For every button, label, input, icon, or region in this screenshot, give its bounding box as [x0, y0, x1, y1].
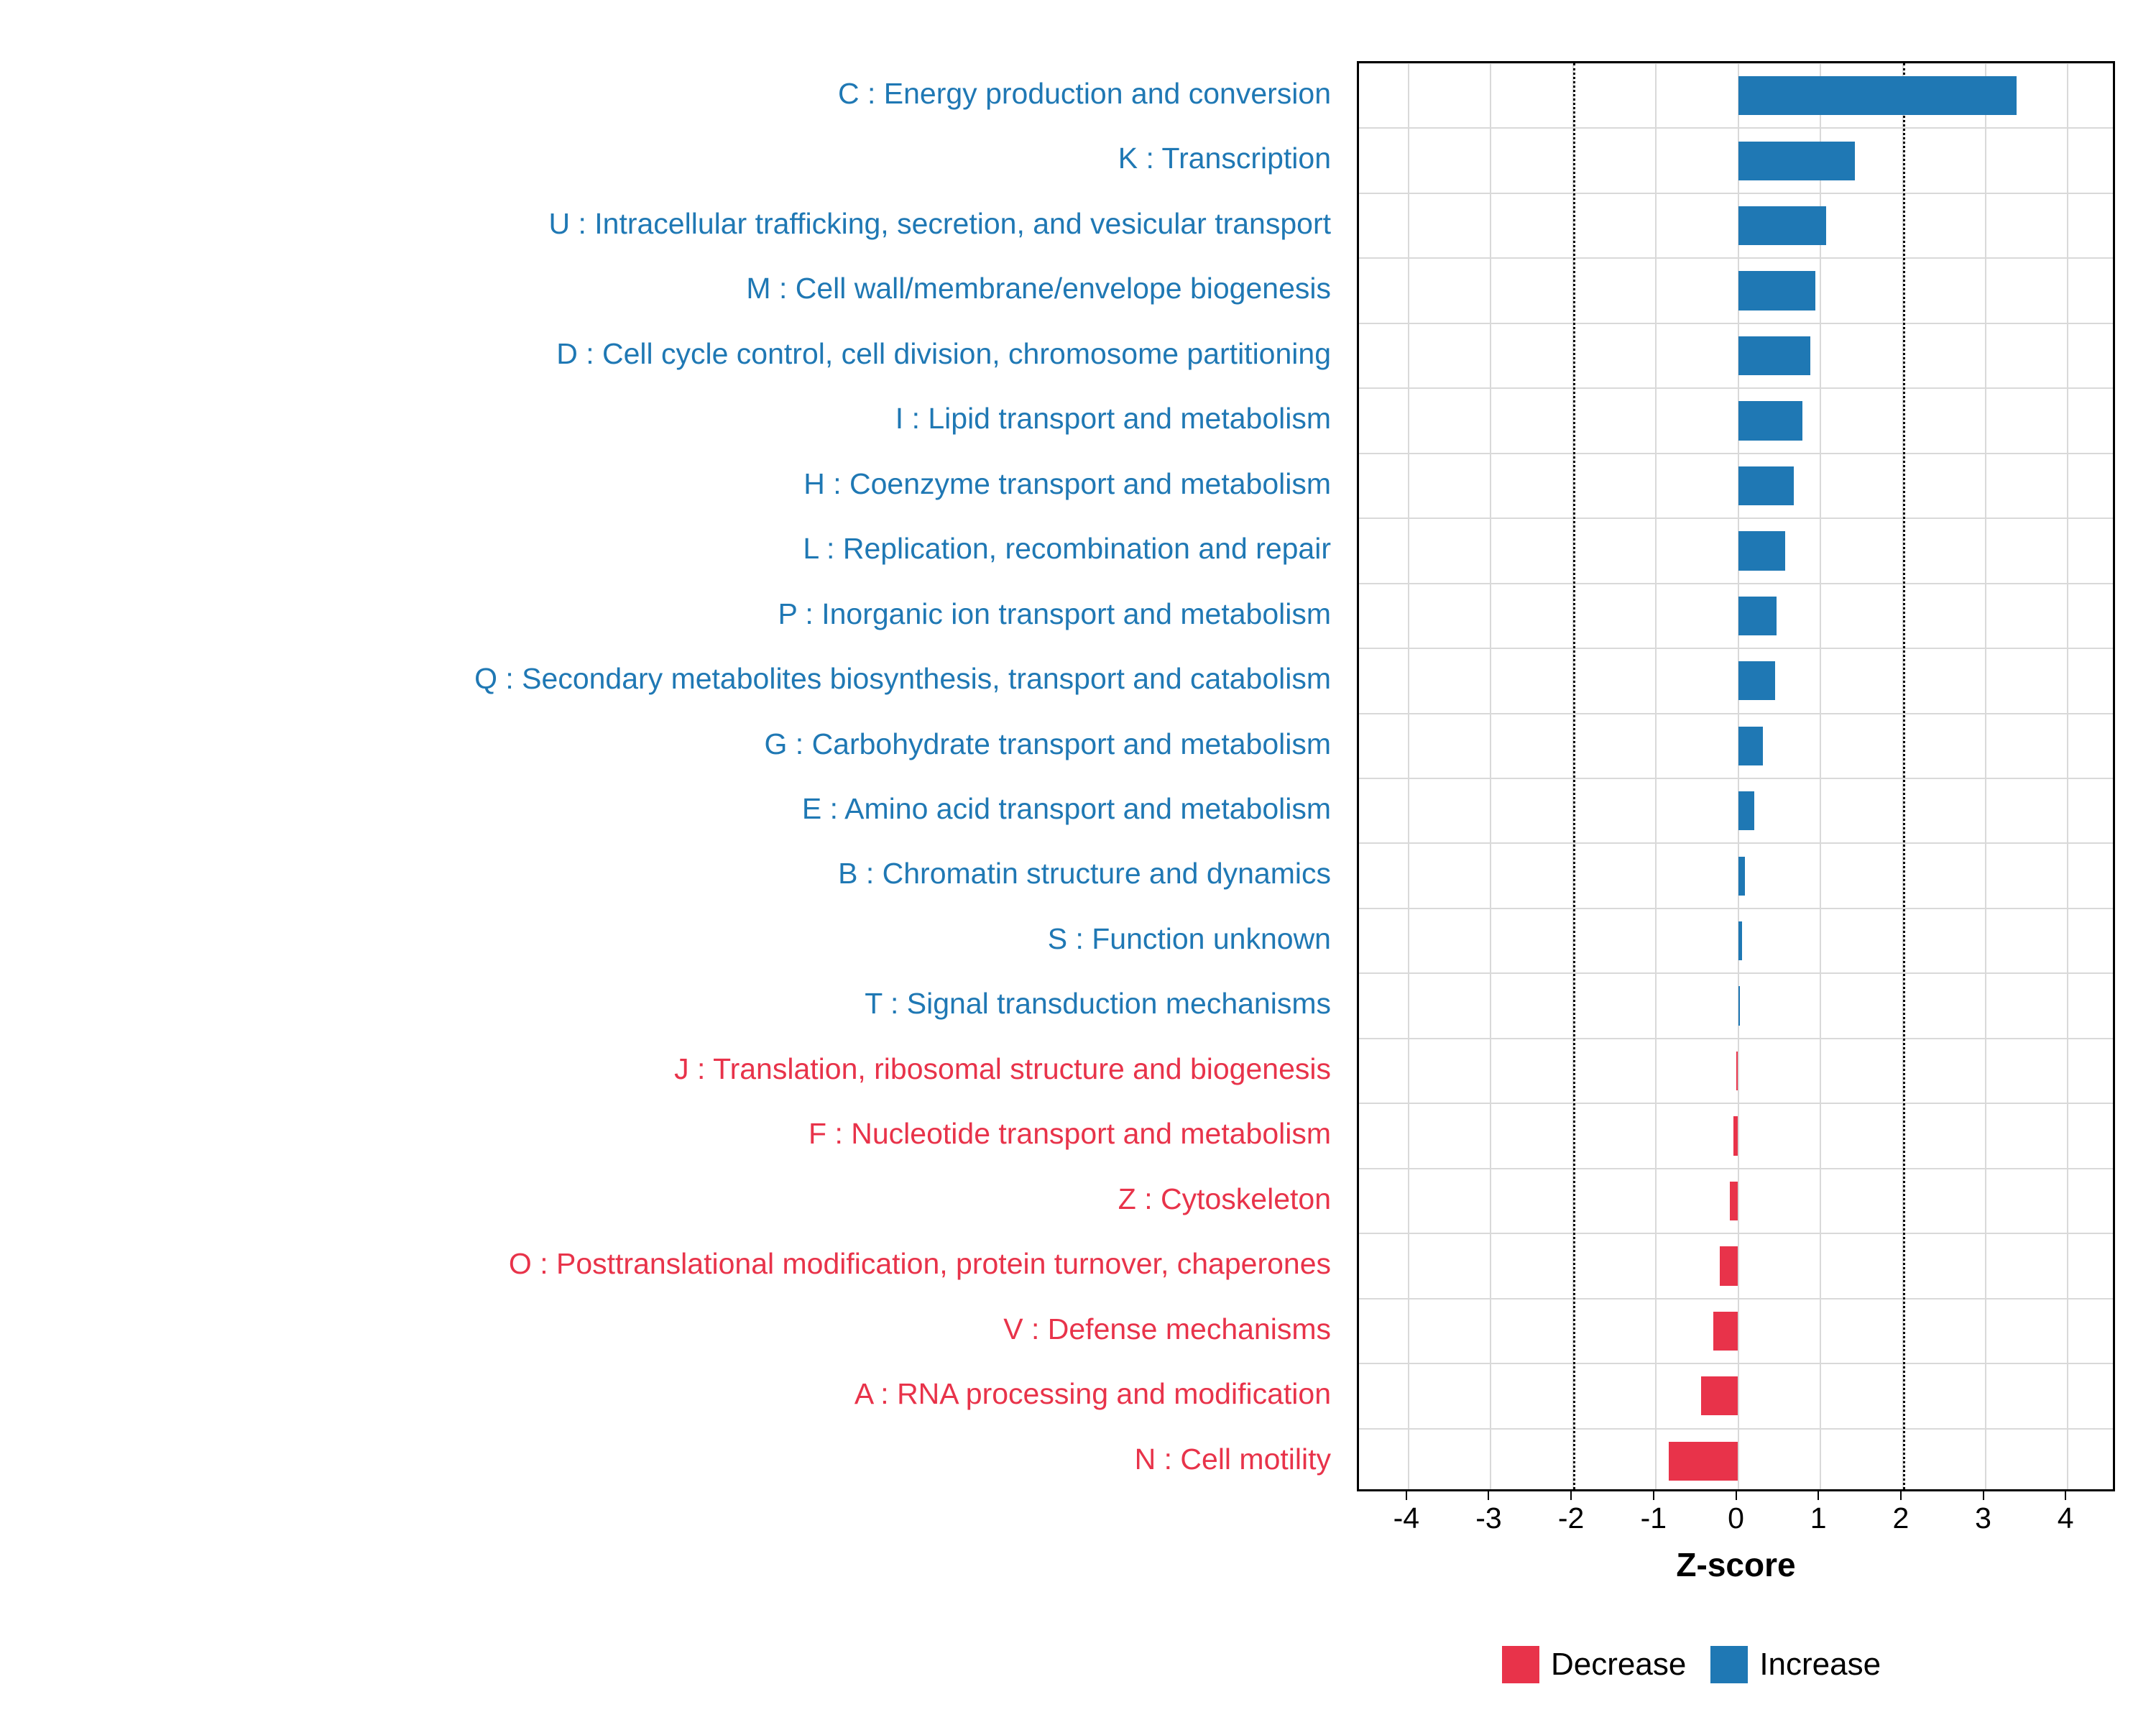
bar [1738, 76, 2017, 115]
category-label: E : Amino acid transport and metabolism [801, 791, 1331, 825]
bar-row [1359, 1429, 2113, 1491]
bar-row [1359, 128, 2113, 193]
x-axis-tick-label: 4 [2057, 1501, 2074, 1535]
bar-row [1359, 1103, 2113, 1168]
bar-row [1359, 714, 2113, 778]
bar [1738, 142, 1856, 180]
bar [1730, 1182, 1738, 1220]
legend-swatch [1710, 1646, 1748, 1683]
bar-row [1359, 1233, 2113, 1298]
x-axis-tick [1900, 1491, 1902, 1500]
category-label: B : Chromatin structure and dynamics [838, 857, 1331, 891]
bar-row [1359, 648, 2113, 713]
bar [1738, 271, 1816, 310]
x-axis-tick-label: 0 [1728, 1501, 1744, 1535]
bar [1738, 466, 1795, 505]
legend-item[interactable] [1502, 1646, 1686, 1683]
bar [1713, 1312, 1738, 1351]
category-label: G : Carbohydrate transport and metabolism [764, 727, 1331, 760]
x-axis [1357, 1491, 2115, 1542]
bar [1669, 1442, 1738, 1481]
bar-row [1359, 908, 2113, 973]
category-label: O : Posttranslational modification, protein turnover, chaperones [508, 1247, 1331, 1281]
category-label: C : Energy production and conversion [837, 77, 1331, 110]
x-axis-tick-label: -2 [1557, 1501, 1585, 1535]
category-label: V : Defense mechanisms [1003, 1312, 1331, 1346]
category-label: U : Intracellular trafficking, secretion, and vesicular transport [548, 206, 1331, 240]
bar-row [1359, 193, 2113, 258]
x-axis-tick-label: 3 [1975, 1501, 1991, 1535]
category-label: L : Replication, recombination and repair [803, 532, 1331, 566]
x-axis-tick-label: -4 [1393, 1501, 1420, 1535]
category-label: K : Transcription [1118, 142, 1331, 175]
chart-legend [1502, 1646, 1881, 1683]
category-label: N : Cell motility [1134, 1442, 1331, 1476]
category-label: A : RNA processing and modification [854, 1377, 1331, 1411]
bar [1738, 206, 1827, 245]
bar-row [1359, 323, 2113, 388]
legend-label: Increase [1759, 1647, 1881, 1682]
category-label: H : Coenzyme transport and metabolism [803, 466, 1331, 500]
bar [1738, 531, 1785, 570]
bar [1738, 727, 1763, 765]
x-axis-tick-label: 1 [1810, 1501, 1827, 1535]
bar-row [1359, 778, 2113, 843]
bar [1733, 1116, 1738, 1155]
category-label: P : Inorganic ion transport and metabolism [778, 597, 1331, 630]
category-label: Q : Secondary metabolites biosynthesis, transport and catabolism [474, 662, 1331, 696]
bar [1738, 597, 1777, 635]
x-axis-title: Z-score [1676, 1546, 1796, 1583]
x-axis-tick [1570, 1491, 1572, 1500]
x-axis-tick [1818, 1491, 1819, 1500]
bar [1738, 401, 1802, 440]
x-axis-tick [1736, 1491, 1737, 1500]
x-axis-tick-label: -3 [1475, 1501, 1502, 1535]
bar [1738, 661, 1776, 700]
category-label: T : Signal transduction mechanisms [865, 987, 1331, 1021]
bar-row [1359, 518, 2113, 583]
legend-label: Decrease [1551, 1647, 1687, 1682]
bar-row [1359, 1169, 2113, 1233]
bar [1720, 1246, 1738, 1285]
category-label: Z : Cytoskeleton [1118, 1182, 1331, 1215]
x-axis-tick [2065, 1491, 2066, 1500]
x-axis-tick [1406, 1491, 1407, 1500]
bar-row [1359, 1299, 2113, 1363]
bar [1738, 336, 1811, 375]
category-label: M : Cell wall/membrane/envelope biogenesis [746, 272, 1331, 305]
bar-row [1359, 454, 2113, 518]
plot-panel [1357, 61, 2115, 1491]
legend-swatch [1502, 1646, 1539, 1683]
bar [1736, 1052, 1738, 1090]
x-axis-tick-label: -1 [1640, 1501, 1667, 1535]
bar-row [1359, 63, 2113, 128]
bar-row [1359, 584, 2113, 648]
bar-row [1359, 843, 2113, 908]
x-axis-tick [1983, 1491, 1984, 1500]
category-label: D : Cell cycle control, cell division, chromosome partitioning [556, 336, 1331, 370]
bar [1738, 986, 1740, 1025]
bar-row [1359, 1363, 2113, 1428]
bar [1701, 1376, 1738, 1415]
bar [1738, 921, 1743, 960]
legend-item[interactable] [1710, 1646, 1881, 1683]
category-label: J : Translation, ribosomal structure and biogenesis [674, 1052, 1331, 1085]
category-label: I : Lipid transport and metabolism [895, 402, 1331, 436]
x-axis-tick-label: 2 [1892, 1501, 1909, 1535]
bar-row [1359, 258, 2113, 323]
bar [1738, 857, 1745, 896]
x-axis-tick [1488, 1491, 1489, 1500]
bar-row [1359, 1039, 2113, 1103]
category-label: S : Function unknown [1047, 921, 1331, 955]
category-label: F : Nucleotide transport and metabolism [808, 1117, 1331, 1151]
bar-row [1359, 973, 2113, 1038]
bar-row [1359, 388, 2113, 453]
bar [1738, 791, 1755, 830]
category-label-column [0, 61, 1344, 1491]
x-axis-tick [1653, 1491, 1654, 1500]
